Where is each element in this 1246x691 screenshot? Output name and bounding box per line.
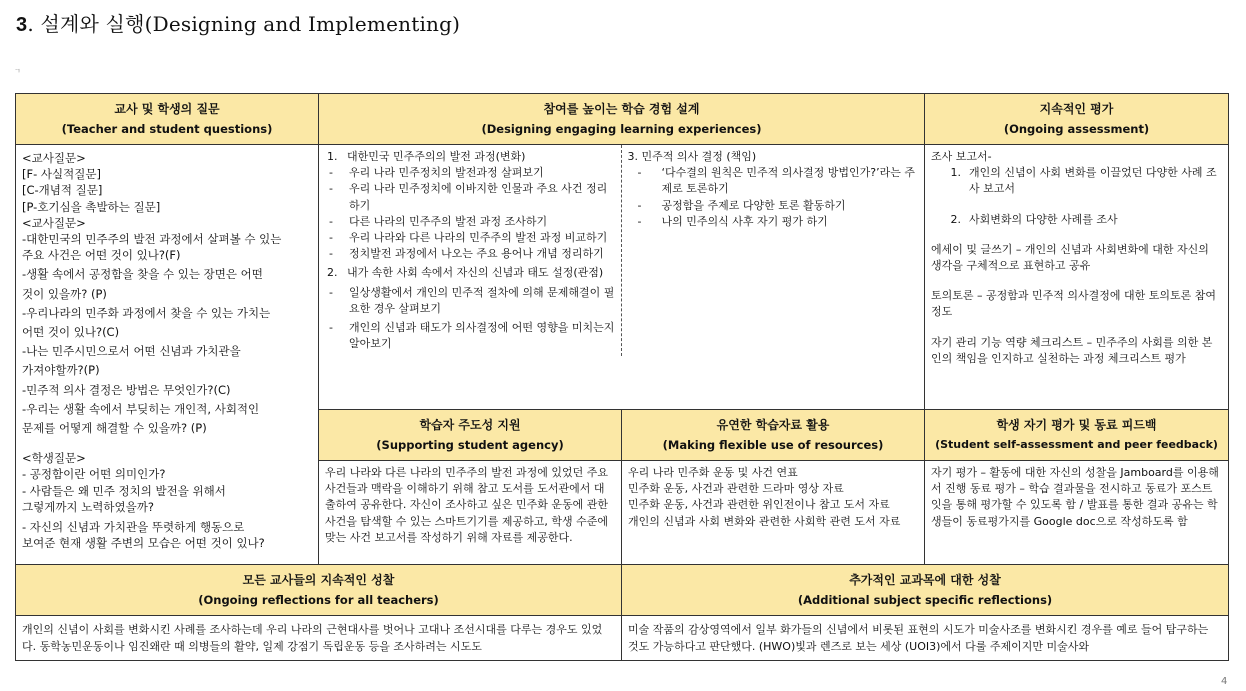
page-number: 4 — [1221, 676, 1228, 687]
design-item: - 우리 나라 민주정치의 발전과정 살펴보기 — [329, 166, 544, 180]
section-title-text: . 설계와 실행(Designing and Implementing) — [27, 12, 461, 36]
header-assessment — [925, 94, 1229, 145]
assessment-essay: 에세이 및 글쓰기 – 개인의 신념과 사회변화에 대한 자신의 생각을 구체적으로 표현하고 공유 — [931, 242, 1209, 273]
header-assessment-ko: 지속적인 평가 — [1039, 102, 1114, 116]
subject-reflection-text: 미술 작품의 감상영역에서 일부 화가들의 신념에서 비롯된 표현의 시도가 미술사조를 변화시킨 경우를 예로 들어 탐구하는 것도 가능하다고 판단했다. (HWO)빛과 렌즈로 보는 세상 (UOI3)에서 다룰 주제이지만 미술사와 — [628, 623, 1209, 653]
teacher-questions-label: <교사질문> — [22, 151, 86, 165]
assessment-cell — [925, 145, 1229, 410]
design-item: - 일상생활에서 개인의 민주적 절차에 의해 문제해결이 필요한 경우 살펴보기 — [329, 285, 615, 315]
question-type-f: [F- 사실적질문] — [22, 167, 101, 182]
agency-text: 우리 나라와 다른 나라의 민주주의 발전 과정에 있었던 주요 사건들과 맥락을 이해하기 위해 참고 도서를 도서관에서 대출하여 공유한다. 자신이 조사하고 싶은 민주화 운동에 관한 사건을 탐색할 수 있는 스마트기기를 제공하고, 학생 수준에 맞는 사건 보고서를 작성하기 위해 자료를 제공한다. — [325, 466, 608, 544]
header-resources-ko: 유연한 학습자료 활용 — [716, 418, 830, 432]
design-item: - 우리 나라와 다른 나라의 민주주의 발전 과정 비교하기 — [329, 231, 608, 245]
section-number: 3 — [16, 14, 28, 36]
paragraph-mark: ㄱ — [14, 67, 21, 75]
teacher-question-4b: 가져야할까?(P) — [22, 363, 100, 378]
design-right-heading: 3. 민주적 의사 결정 (책임) — [627, 150, 757, 163]
design-right-column — [622, 145, 925, 356]
header-design-en: (Designing engaging learning experiences) — [481, 122, 762, 136]
teacher-question-3b: 어떤 것이 있나?(C) — [22, 325, 120, 340]
design-left-column — [319, 145, 622, 356]
design-item: - 정치발전 과정에서 나오는 주요 용어나 개념 정리하기 — [329, 247, 604, 261]
design-item: - 우리 나라 민주정치에 이바지한 인물과 주요 사건 정리하기 — [329, 182, 608, 212]
assessment-debate: 토의토론 – 공정함과 민주적 의사결정에 대한 토의토론 참여 정도 — [931, 289, 1217, 319]
header-subject-ko: 추가적인 교과목에 대한 성찰 — [849, 573, 1001, 587]
resource-item: 개인의 신념과 사회 변화와 관련한 사회학 관련 도서 자료 — [628, 514, 901, 528]
teacher-questions-label-2: <교사질문> — [22, 215, 86, 230]
teacher-question-6a: -우리는 생활 속에서 부딪히는 개인적, 사회적인 — [22, 401, 260, 416]
page-title — [16, 8, 460, 37]
student-question-3a: - 자신의 신념과 가치관을 뚜렷하게 행동으로 — [22, 520, 245, 535]
design-cell — [319, 145, 925, 410]
subject-reflection-cell — [622, 616, 1229, 661]
reflection-text: 개인의 신념이 사회를 변화시킨 사례를 조사하는데 우리 나라의 근현대사를 벗어나 고대나 조선시대를 다루는 경우도 있었다. 동학농민운동이나 임진왜란 때 의병들의 활약, 일제 강점기 독립운동 등을 조사하려는 시도도 — [22, 623, 603, 653]
header-design-ko: 참여를 높이는 학습 경험 설계 — [543, 102, 700, 116]
assessment-report-label: 조사 보고서- — [931, 150, 992, 163]
resources-cell — [622, 461, 925, 565]
design-item: 2. 내가 속한 사회 속에서 자신의 신념과 태도 설정(관점) — [327, 266, 604, 280]
design-item: - ‘다수결의 원칙은 민주적 의사결정 방법인가?’라는 주제로 토론하기 — [637, 166, 915, 196]
header-assessment-en: (Ongoing assessment) — [1003, 122, 1150, 136]
header-subject-en: (Additional subject specific reflections) — [797, 593, 1053, 607]
header-self — [925, 410, 1229, 461]
header-design — [319, 94, 925, 145]
student-question-2a: - 사람들은 왜 민주 정치의 발전을 위해서 — [22, 483, 226, 498]
header-agency-en: (Supporting student agency) — [376, 438, 564, 452]
teacher-question-3a: -우리나라의 민주화 과정에서 찾을 수 있는 가치는 — [22, 305, 271, 320]
header-subject — [622, 565, 1229, 616]
header-reflections-en: (Ongoing reflections for all teachers) — [198, 593, 439, 607]
student-question-1: - 공정함이란 어떤 의미인가? — [22, 467, 166, 482]
resource-item: 민주화 운동, 사건과 관련한 드라마 영상 자료 — [628, 482, 844, 496]
header-questions — [16, 94, 319, 145]
header-reflections-ko: 모든 교사들의 지속적인 성찰 — [242, 573, 395, 587]
header-reflections — [16, 565, 622, 616]
teacher-question-5: -민주적 의사 결정은 방법은 무엇인가?(C) — [22, 382, 231, 397]
student-question-2b: 그렇게까지 노력하였을까? — [22, 499, 154, 514]
header-questions-ko: 교사 및 학생의 질문 — [114, 102, 220, 116]
teacher-question-2a: -생활 속에서 공정함을 찾을 수 있는 장면은 어떤 — [22, 267, 263, 282]
resource-item: 우리 나라 민주화 운동 및 사건 연표 — [628, 466, 798, 479]
design-item: - 다른 나라의 민주주의 발전 과정 조사하기 — [329, 214, 548, 228]
self-assessment-cell — [925, 461, 1229, 565]
question-type-p: [P-호기심을 촉발하는 질문] — [22, 199, 161, 214]
teacher-question-2b: 것이 있을까? (P) — [22, 286, 107, 301]
question-type-c: [C-개념적 질문] — [22, 183, 103, 198]
header-resources-en: (Making flexible use of resources) — [662, 438, 884, 452]
assessment-item: 1. 개인의 신념이 사회 변화를 이끌었던 다양한 사례 조사 보고서 — [950, 166, 1217, 196]
teacher-question-1a: -대한민국의 민주주의 발전 과정에서 살펴볼 수 있는 — [22, 232, 282, 247]
header-questions-en: (Teacher and student questions) — [61, 122, 273, 136]
teacher-question-1b: 주요 사건은 어떤 것이 있나?(F) — [22, 248, 181, 263]
reflection-cell — [16, 616, 622, 661]
student-question-3b: 보여준 현재 생활 주변의 모습은 어떤 것이 있나? — [22, 536, 265, 551]
student-questions-label: <학생질문> — [22, 451, 86, 466]
self-assessment-text: 자기 평가 – 활동에 대한 자신의 성찰을 Jamboard를 이용해서 진행 동료 평가 – 학습 결과물을 전시하고 동료가 포스트잇을 통해 평가할 수 있도록 함 / 발표를 통한 결과 공유는 학생들이 동료평가지를 Google doc으로 작성하도록 함 — [931, 466, 1219, 528]
header-self-ko: 학생 자기 평가 및 동료 피드백 — [996, 418, 1157, 432]
agency-cell — [319, 461, 622, 565]
resource-item: 민주화 운동, 사건과 관련한 위인전이나 참고 도서 자료 — [628, 498, 890, 512]
header-agency-ko: 학습자 주도성 지원 — [419, 418, 521, 432]
header-agency — [319, 410, 622, 461]
planning-table — [15, 93, 1229, 661]
header-self-en: (Student self-assessment and peer feedback) — [935, 438, 1218, 451]
design-item: - 나의 민주의식 사후 자기 평가 하기 — [637, 214, 828, 228]
design-item: - 개인의 신념과 태도가 의사결정에 어떤 영향을 미치는지 알아보기 — [329, 321, 615, 351]
assessment-item: 2. 사회변화의 다양한 사례를 조사 — [950, 212, 1118, 226]
questions-cell — [16, 145, 319, 565]
assessment-checklist: 자기 관리 기능 역량 체크리스트 – 민주주의 사회를 의한 본인의 책임을 인지하고 실천하는 과정 체크리스트 평가 — [931, 335, 1213, 365]
teacher-question-4a: -나는 민주시민으로서 어떤 신념과 가치관을 — [22, 344, 241, 359]
header-resources — [622, 410, 925, 461]
design-item: - 공정함을 주제로 다양한 토론 활동하기 — [637, 198, 846, 212]
design-item: 1. 대한민국 민주주의의 발전 과정(변화) — [327, 150, 526, 163]
teacher-question-6b: 문제를 어떻게 해결할 수 있을까? (P) — [22, 421, 207, 436]
